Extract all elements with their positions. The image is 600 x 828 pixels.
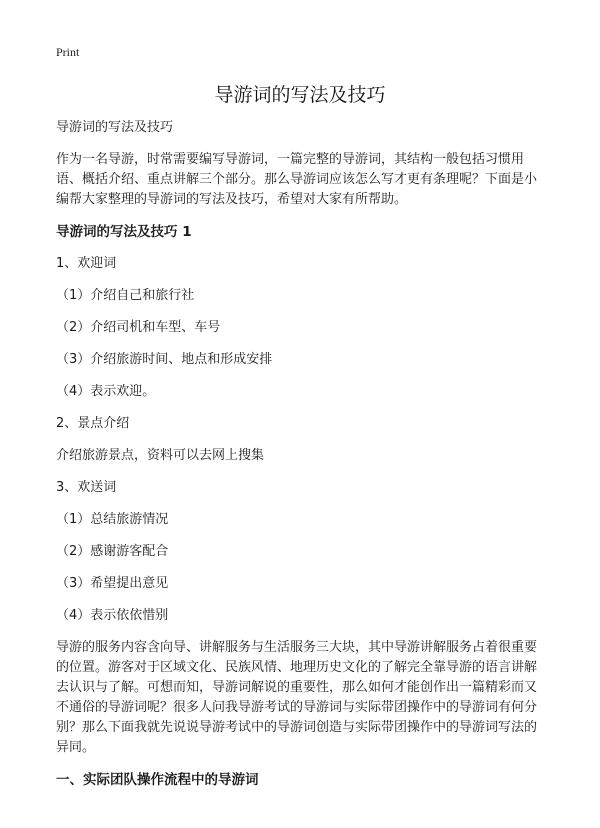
list-item: 3、欢送词 bbox=[56, 480, 117, 495]
intro-paragraph: 作为一名导游，时常需要编写导游词，一篇完整的导游词，其结构一般包括习惯用语、概括介绍、重点讲解三个部分。那么导游词应该怎么写才更有条理呢？下面是小编帮大家整理的导游词的写法及技巧，希望对大家有所帮助。 bbox=[56, 152, 538, 207]
list-item: 2、景点介绍 bbox=[56, 416, 130, 431]
list-item: （4）表示依依惜别 bbox=[56, 608, 169, 623]
list-item: 1、欢迎词 bbox=[56, 256, 117, 271]
list-item: （4）表示欢迎。 bbox=[56, 384, 156, 399]
page-title: 导游词的写法及技巧 bbox=[214, 84, 386, 106]
list-item: （1）总结旅游情况 bbox=[56, 512, 169, 527]
list-item: （3）希望提出意见 bbox=[56, 576, 169, 591]
print-link[interactable]: Print bbox=[56, 45, 80, 59]
section-heading: 一、实际团队操作流程中的导游词 bbox=[56, 772, 259, 788]
list-item: （3）介绍旅游时间、地点和形成安排 bbox=[56, 352, 273, 367]
list-item: （1）介绍自己和旅行社 bbox=[56, 288, 195, 303]
body-paragraph: 导游的服务内容含向导、讲解服务与生活服务三大块，其中导游讲解服务占着很重要的位置。游客对于区域文化、民族风情、地理历史文化的了解完全靠导游的语言讲解去认识与了解。可想而知，导游词解说的重要性，那么如何才能创作出一篇精彩而又不通俗的导游词呢？很多人问我导游考试的导游词与实际带团操作中的导游词有何分别？那么下面我就先说说导游考试中的导游词创造与实际带团操作中的导游词写法的异同。 bbox=[56, 640, 538, 755]
document-body bbox=[56, 118, 548, 790]
section-heading: 导游词的写法及技巧 1 bbox=[56, 224, 192, 240]
list-item: （2）感谢游客配合 bbox=[56, 544, 169, 559]
document-subtitle: 导游词的写法及技巧 bbox=[56, 120, 174, 135]
list-item: 介绍旅游景点，资料可以去网上搜集 bbox=[56, 448, 265, 463]
list-item: （2）介绍司机和车型、车号 bbox=[56, 320, 221, 335]
